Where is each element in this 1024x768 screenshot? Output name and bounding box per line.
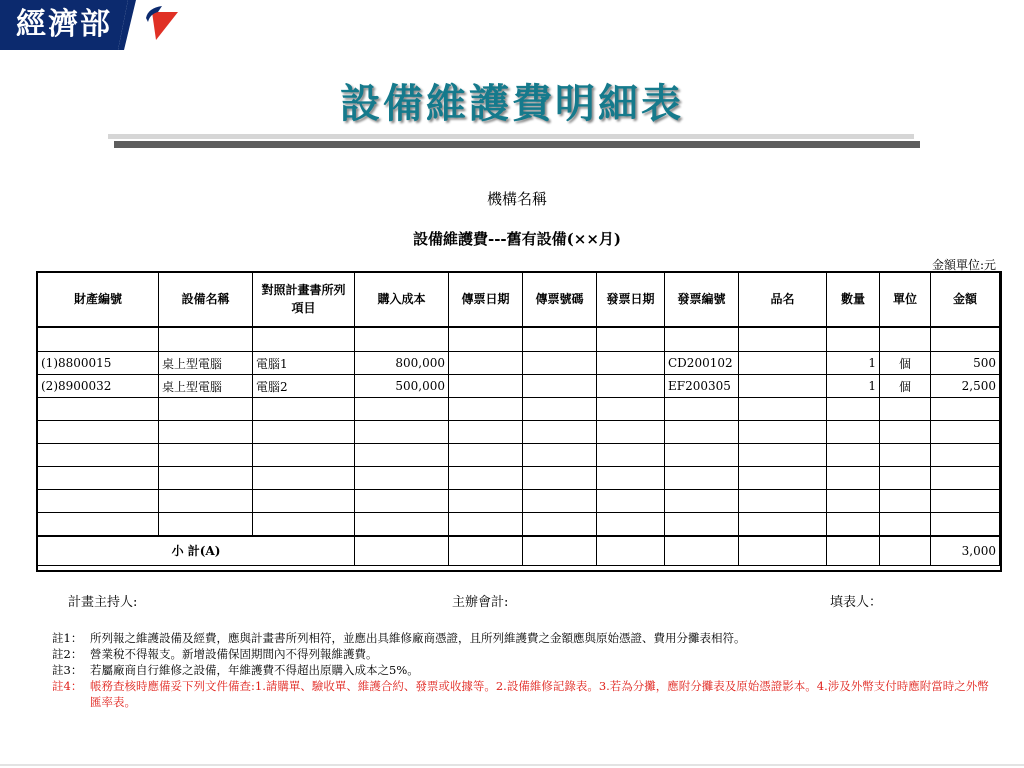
table-cell [665,444,739,467]
table-cell [38,398,159,421]
table-cell [355,327,449,352]
table-cell [739,398,827,421]
note-label: 註3： [52,663,83,677]
subtotal-row [38,536,1000,566]
table-cell [159,398,253,421]
table-cell [827,398,880,421]
table-cell [253,421,355,444]
table-cell [159,327,253,352]
table-cell [449,444,523,467]
table-cell [931,467,1000,490]
table-cell: 桌上型電腦 [159,375,253,398]
table-cell: 500 [931,352,1000,375]
table-cell [665,490,739,513]
table-cell [880,490,931,513]
header-cell: 品名 [739,273,827,327]
notes-section [52,630,1000,710]
table-cell: 個 [880,352,931,375]
table-cell [449,421,523,444]
table-row [38,352,1000,375]
table-cell [449,375,523,398]
header-cell: 單位 [880,273,931,327]
table-cell [253,490,355,513]
table-cell [880,467,931,490]
table-cell: 桌上型電腦 [159,352,253,375]
table-row [38,327,1000,352]
table-cell [739,375,827,398]
footer-divider [0,764,1024,766]
table-cell [38,490,159,513]
logo-text: 經濟部 [0,0,128,50]
table-cell [253,327,355,352]
table-cell [38,421,159,444]
table-cell [665,398,739,421]
header-cell: 設備名稱 [159,273,253,327]
table-cell [665,536,739,566]
table-cell [523,513,597,536]
table-cell [880,421,931,444]
header-cell: 發票編號 [665,273,739,327]
table-cell: (1)8800015 [38,352,159,375]
table-cell [253,467,355,490]
table-cell [523,490,597,513]
table-cell [597,398,665,421]
table-cell [355,467,449,490]
subtotal-label: 小 計(A) [38,536,355,566]
note-label: 註1： [52,631,83,645]
table-cell [159,444,253,467]
table-cell [739,467,827,490]
table-cell: 500,000 [355,375,449,398]
table-cell [38,467,159,490]
note-label: 註2： [52,647,83,661]
table-cell [159,513,253,536]
table-cell [523,421,597,444]
table-cell [665,513,739,536]
header-cell: 傳票號碼 [523,273,597,327]
table-cell [880,444,931,467]
table-cell [253,513,355,536]
table-cell [523,444,597,467]
table-cell [523,352,597,375]
table-cell [739,513,827,536]
table-cell [449,513,523,536]
table-cell [827,444,880,467]
table-row [38,490,1000,513]
header-cell: 發票日期 [597,273,665,327]
table-cell [523,536,597,566]
table-cell: 個 [880,375,931,398]
table-cell [827,513,880,536]
currency-unit: 金額單位:元 [931,258,996,272]
table-cell [880,327,931,352]
table-cell [597,444,665,467]
table-cell [449,467,523,490]
note-item [52,646,1000,662]
table-cell: CD200102 [665,352,739,375]
table-header-row [38,273,1000,327]
table-cell [880,536,931,566]
table-row [38,513,1000,536]
table-cell [355,398,449,421]
table-cell [523,467,597,490]
table-cell [827,327,880,352]
table-cell: 電腦2 [253,375,355,398]
note-label: 註4： [52,679,83,693]
table-cell: EF200305 [665,375,739,398]
table-cell [739,490,827,513]
sheet-title: 設備維護費---舊有設備(××月) [412,230,621,248]
table-cell: (2)8900032 [38,375,159,398]
table-cell [449,398,523,421]
header-cell: 對照計畫書所列項目 [253,273,355,327]
table-row [38,375,1000,398]
table-cell [597,327,665,352]
note-item [52,662,1000,678]
table-cell [931,398,1000,421]
note-item [52,630,1000,646]
table-cell [449,352,523,375]
preparer-signature: 填表人： [830,595,883,610]
table-cell [597,490,665,513]
table-cell: 1 [827,375,880,398]
table-cell [253,444,355,467]
table-cell [523,375,597,398]
title-underline-light [108,134,914,139]
table-cell [449,490,523,513]
table-cell [827,536,880,566]
table-cell [880,398,931,421]
table-cell [159,421,253,444]
table-cell [739,327,827,352]
table-cell [597,421,665,444]
header-cell: 金額 [931,273,1000,327]
table-cell [665,467,739,490]
table-cell [523,327,597,352]
project-host-signature: 計畫主持人: [68,595,138,610]
table-cell [38,513,159,536]
note-text: 所列報之維護設備及經費，應與計畫書所列相符，並應出具維修廠商憑證，且所列維護費之金額應與原始憑證、費用分攤表相符。 [90,631,746,645]
table-cell [355,513,449,536]
table-cell [159,490,253,513]
table-cell [597,352,665,375]
subtotal-amount: 3,000 [931,536,1000,566]
logo-emblem-icon [118,0,192,50]
table-cell [597,375,665,398]
table-cell [739,421,827,444]
table-row [38,467,1000,490]
table-cell [827,467,880,490]
table-cell [931,421,1000,444]
ministry-logo [0,0,192,50]
note-item [52,678,1000,710]
organization-name: 機構名稱 [486,190,547,208]
table-cell [253,398,355,421]
table-cell [665,327,739,352]
table-cell: 800,000 [355,352,449,375]
header-cell: 購入成本 [355,273,449,327]
table-row [38,398,1000,421]
table-cell [355,444,449,467]
table-cell: 電腦1 [253,352,355,375]
table-row [38,421,1000,444]
table-cell [880,513,931,536]
table-cell: 2,500 [931,375,1000,398]
table-cell: 1 [827,352,880,375]
table-cell [827,490,880,513]
table-row [38,444,1000,467]
table-cell [739,444,827,467]
note-text: 營業稅不得報支。新增設備保固期間內不得列報維護費。 [90,647,378,661]
table-cell [739,536,827,566]
table-cell [38,327,159,352]
header-cell: 財產編號 [38,273,159,327]
note-text: 帳務查核時應備妥下列文件備查:1.請購單、驗收單、維護合約、發票或收據等。2.設備維修記錄表。3.若為分攤，應附分攤表及原始憑證影本。4.涉及外幣支付時應附當時之外幣匯率表。 [90,679,989,709]
accountant-signature: 主辦會計: [452,595,509,610]
note-text: 若屬廠商自行維修之設備，年維護費不得超出原購入成本之5%。 [90,663,419,677]
header-cell: 傳票日期 [449,273,523,327]
table-cell [355,490,449,513]
maintenance-table [37,272,1000,566]
table-cell [931,327,1000,352]
table-cell [159,467,253,490]
table-cell [931,490,1000,513]
table-cell [597,536,665,566]
header-cell: 數量 [827,273,880,327]
table-cell [597,467,665,490]
table-cell [449,327,523,352]
table-cell [931,444,1000,467]
table-cell [523,398,597,421]
table-cell [355,421,449,444]
table-cell [931,513,1000,536]
table-cell [355,536,449,566]
table-cell [827,421,880,444]
table-cell [665,421,739,444]
title-underline-dark [114,141,920,148]
page-title: 設備維護費明細表 [340,80,684,127]
table-cell [38,444,159,467]
table-cell [449,536,523,566]
table-cell [739,352,827,375]
table-cell [597,513,665,536]
